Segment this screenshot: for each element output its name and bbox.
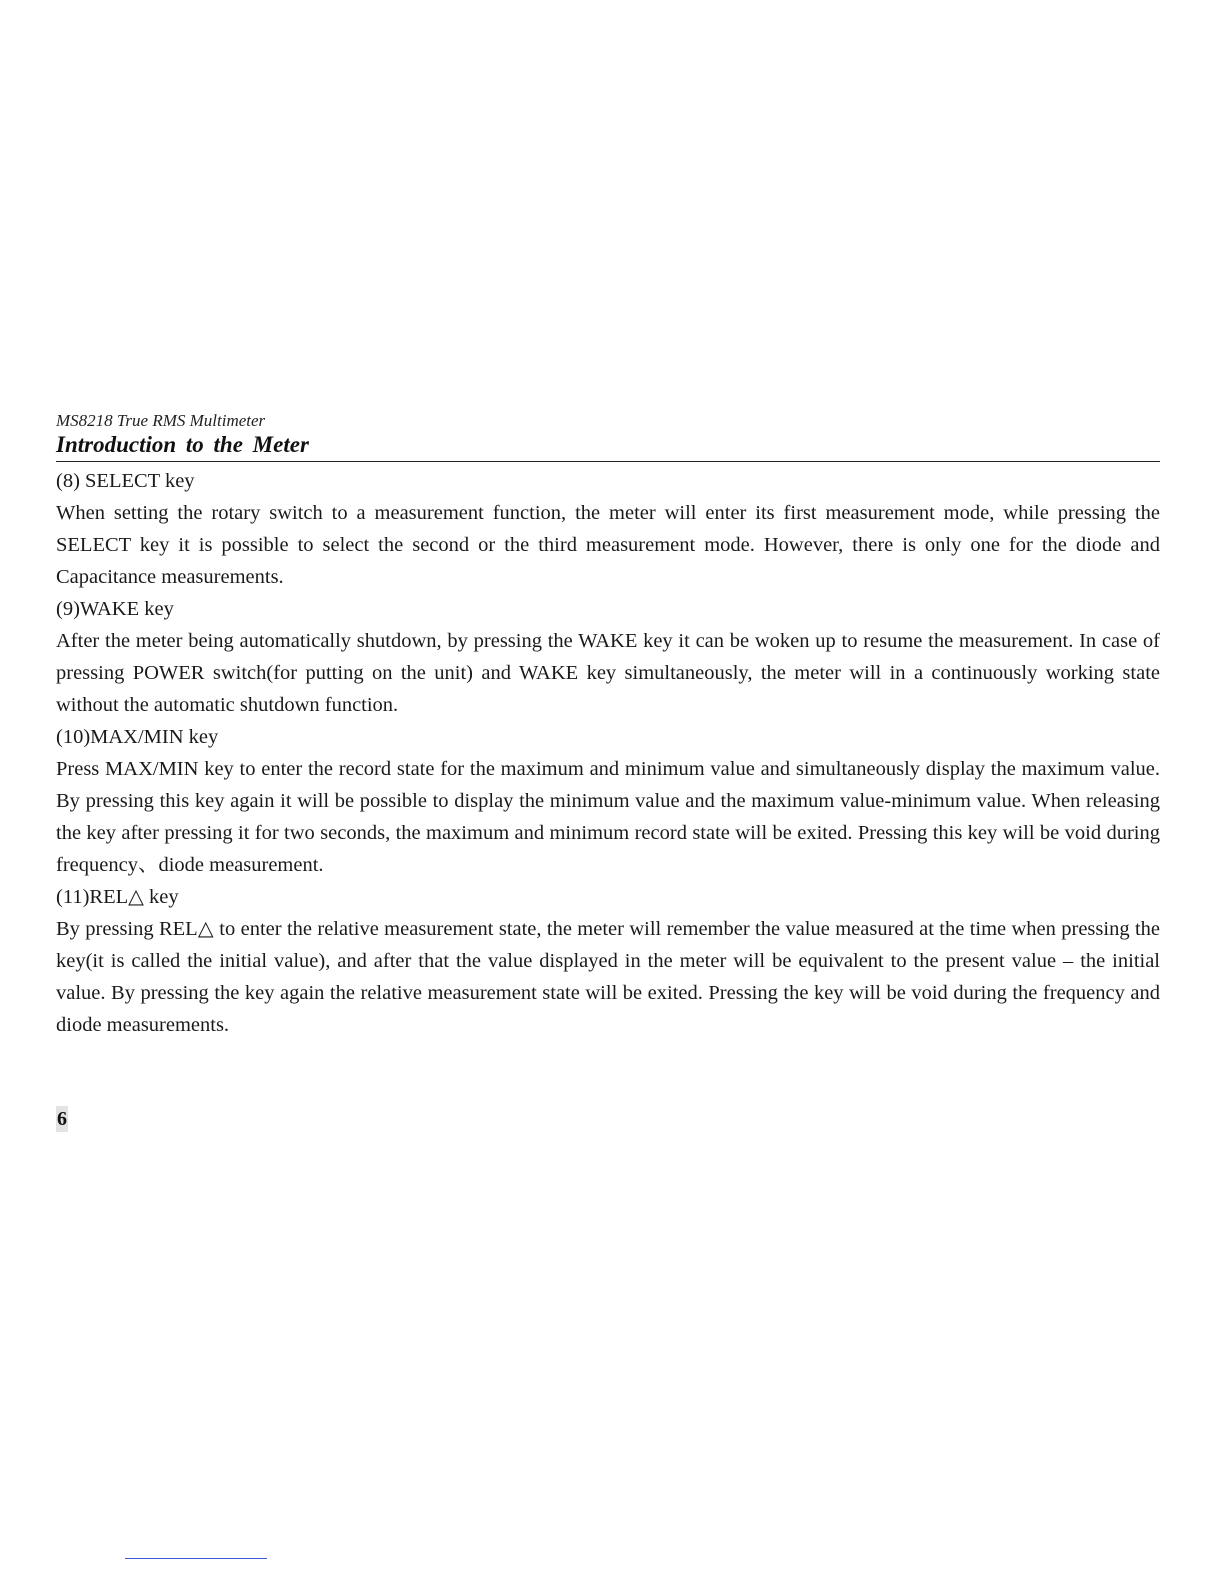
- header-rule: [56, 461, 1160, 462]
- page-number: 6: [57, 1108, 67, 1130]
- max-min-key-description: Press MAX/MIN key to enter the record state for the maximum and minimum value and simultaneously display the maximum value. By pressing this key again it will be possible to display the minimum value and the maximum value-minimum value. When releasing the key after pressing it for two seconds, the maximum and minimum record state will be exited. Pressing this key will be void during frequency、diode measurement.: [56, 758, 1160, 876]
- section-title: Introduction to the Meter: [56, 432, 309, 457]
- select-key-heading: (8) SELECT key: [56, 470, 195, 492]
- wake-key-heading: (9)WAKE key: [56, 598, 174, 620]
- footer-link-line: [125, 1558, 267, 1559]
- max-min-key-heading: (10)MAX/MIN key: [56, 726, 219, 748]
- rel-key-heading: (11)REL△ key: [56, 886, 179, 908]
- content: [56, 465, 1160, 1041]
- document-title: MS8218 True RMS Multimeter: [56, 411, 266, 430]
- rel-key-description: By pressing REL△ to enter the relative measurement state, the meter will remember the value measured at the time when pressing the key(it is called the initial value), and after that the value displayed in the meter will be equivalent to the present value – the initial value. By pressing the key again the relative measurement state will be exited. Pressing the key will be void during the frequency and diode measurements.: [56, 918, 1160, 1036]
- wake-key-description: After the meter being automatically shutdown, by pressing the WAKE key it can be woken up to resume the measurement. In case of pressing POWER switch(for putting on the unit) and WAKE key simultaneously, the meter will in a continuously working state without the automatic shutdown function.: [56, 630, 1160, 716]
- document-page: [56, 411, 1160, 1041]
- select-key-description: When setting the rotary switch to a measurement function, the meter will enter its first measurement mode, while pressing the SELECT key it is possible to select the second or the third measurement mode. However, there is only one for the diode and Capacitance measurements.: [56, 502, 1160, 588]
